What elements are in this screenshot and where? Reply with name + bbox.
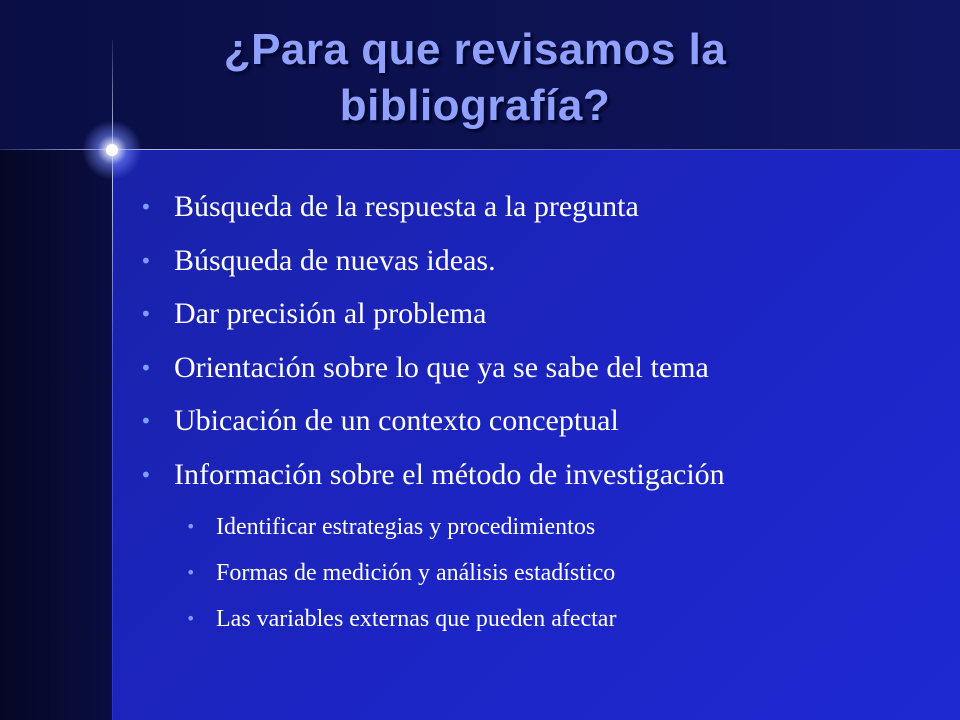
list-item bbox=[138, 240, 938, 294]
bullet-icon: • bbox=[186, 563, 196, 582]
list-item bbox=[138, 293, 938, 347]
bullet-icon: • bbox=[140, 248, 152, 273]
bullet-icon: • bbox=[186, 609, 196, 628]
list-item bbox=[138, 400, 938, 454]
sub-list-item bbox=[138, 507, 938, 553]
sub-list-item-text: Identificar estrategias y procedimientos bbox=[216, 514, 596, 540]
sub-list-item-text: Las variables externas que pueden afectar bbox=[216, 606, 617, 632]
list-item bbox=[138, 454, 938, 508]
bullet-icon: • bbox=[140, 355, 152, 380]
left-shade bbox=[0, 150, 112, 720]
sub-list-item-text: Formas de medición y análisis estadístico bbox=[216, 560, 616, 586]
list-item-text: Información sobre el método de investigación bbox=[174, 457, 725, 491]
list-item-text: Búsqueda de nuevas ideas. bbox=[174, 243, 496, 277]
list-item-text: Dar precisión al problema bbox=[174, 297, 487, 330]
bullet-icon: • bbox=[140, 302, 152, 326]
bullet-list bbox=[138, 186, 938, 645]
bullet-icon: • bbox=[140, 195, 152, 219]
list-item-text: Orientación sobre lo que ya se sabe del tema bbox=[174, 350, 709, 384]
star-icon bbox=[106, 144, 118, 156]
bullet-icon: • bbox=[140, 462, 152, 487]
list-item bbox=[138, 186, 938, 240]
sub-list-item bbox=[138, 599, 938, 645]
slide-title: ¿Para que revisamos la bibliografía? bbox=[223, 25, 727, 130]
bullet-icon: • bbox=[186, 517, 196, 536]
bullet-icon: • bbox=[140, 409, 152, 433]
list-item bbox=[138, 347, 938, 401]
horizontal-divider bbox=[0, 149, 960, 150]
list-item-text: Ubicación de un contexto conceptual bbox=[174, 404, 619, 437]
sub-list-item bbox=[138, 553, 938, 599]
list-item-text: Búsqueda de la respuesta a la pregunta bbox=[174, 190, 639, 223]
